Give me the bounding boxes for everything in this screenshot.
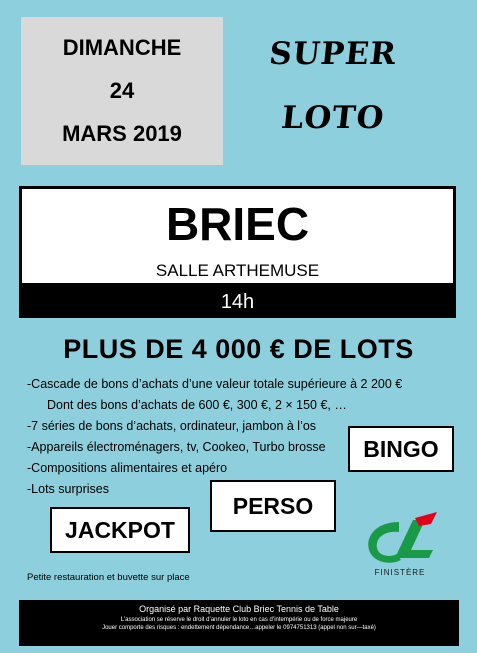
venue-box bbox=[19, 186, 456, 286]
prize-item: -Compositions alimentaires et apéro bbox=[27, 461, 228, 475]
bingo-tag: BINGO bbox=[348, 426, 454, 472]
prize-item: Dont des bons d’achats de 600 €, 300 €, 2 × 150 €, … bbox=[47, 398, 347, 412]
perso-tag: PERSO bbox=[210, 480, 336, 532]
footer-organizer: Organisé par Raquette Club Briec Tennis de Table bbox=[139, 604, 339, 614]
venue-hall: SALLE ARTHEMUSE bbox=[155, 261, 320, 280]
title-super: SUPER bbox=[267, 36, 399, 72]
prize-item: -Lots surprises bbox=[27, 482, 109, 496]
prize-item: -Cascade de bons d’achats d’une valeur totale supérieure à 2 200 € bbox=[27, 377, 403, 391]
date-box bbox=[21, 17, 223, 165]
date-day: DIMANCHE bbox=[62, 35, 182, 61]
date-month-year: MARS 2019 bbox=[62, 120, 182, 146]
credit-agricole-logo bbox=[355, 510, 445, 590]
footer bbox=[19, 600, 459, 646]
date-number: 24 bbox=[109, 77, 135, 103]
footer-warning: Jouer comporte des risques : endettement dépendance…appeler le 0974751313 (appel non sur—taxé) bbox=[102, 625, 376, 631]
prize-item: -7 séries de bons d’achats, ordinateur, jambon à l’os bbox=[27, 419, 317, 433]
jackpot-tag: JACKPOT bbox=[50, 507, 190, 553]
venue-city: BRIEC bbox=[165, 198, 310, 250]
venue-time: 14h bbox=[19, 286, 456, 318]
title-loto: LOTO bbox=[279, 100, 387, 136]
footer-disclaimer: L’association se réserve le droit d’annuler le loto en cas d’intempérie ou de force majeure bbox=[120, 617, 358, 623]
prize-item: -Appareils électroménagers, tv, Cookeo, Turbo brosse bbox=[27, 440, 326, 454]
headline: PLUS DE 4 000 € DE LOTS bbox=[63, 334, 414, 364]
logo-caption: FINISTÈRE bbox=[374, 568, 426, 577]
restauration-note: Petite restauration et buvette sur place bbox=[27, 572, 190, 583]
